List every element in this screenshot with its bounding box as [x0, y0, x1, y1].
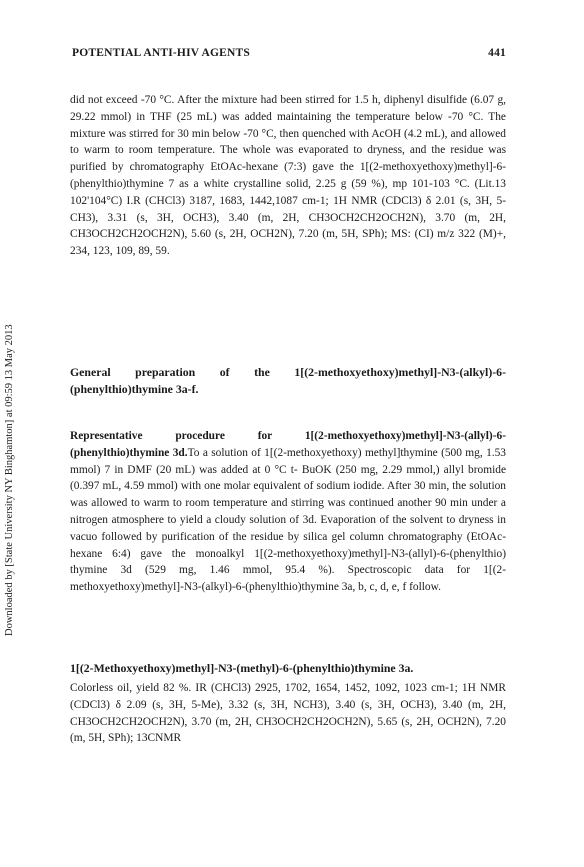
- heading-text: 1[(2-Methoxyethoxy)methyl]-N3-(methyl)-6-(phenylthio)thymine 3a.: [70, 661, 414, 675]
- paragraph-text: did not exceed -70 °C. After the mixture had been stirred for 1.5 h, diphenyl disulfide (6.07 g, 29.22 mmol) in THF (25 mL) was added maintaining the temperature below -70 °C. The mixture was stirred for 30 min below -70 °C, then quenched with AcOH (4.2 mL), and allowed to warm to room temperature. The whole was evaporated to dryness, and the residue was purified by chromatography EtOAc-hexane (7:3) gave the 1[(2-methoxyethoxy)methyl]-6-(phenylthio)thymine 7 as a white crystalline solid, 2.25 g (59 %), mp 101-103 °C. (Lit.13 102'104°C) I.R (CHCl3) 3187, 1683, 1442,1087 cm-1; 1H NMR (CDCl3) δ 2.01 (s, 3H, 5-CH3), 3.31 (s, 3H, OCH3), 3.40 (m, 2H, CH3OCH2CH2OCH2N), 3.70 (m, 2H, CH3OCH2CH2OCH2N), 5.60 (s, 2H, OCH2N), 7.20 (m, 5H, SPh); MS: (CI) m/z 322 (M)+, 234, 123, 109, 89, 59.: [70, 94, 506, 258]
- compound-data-3a: [70, 680, 506, 747]
- paragraph-text: Colorless oil, yield 82 %. IR (CHCl3) 2925, 1702, 1654, 1452, 1092, 1023 cm-1; 1H NMR (CDCl3) δ 2.09 (s, 3H, 5-Me), 3.32 (s, 3H, NCH3), 3.40 (s, 3H, OCH3), 3.40 (m, 2H, CH3OCH2CH2OCH2N), 3.70 (m, 2H, CH3OCH2CH2OCH2N), 5.65 (s, 2H, OCH2N), 7.20 (m, 5H, SPh); 13CNMR: [70, 682, 506, 745]
- heading-text: General preparation of the 1[(2-methoxyethoxy)methyl]-N3-(alkyl)-6-(phenylthio)thymine 3a-f.: [70, 365, 506, 396]
- procedure-heading: Representative procedure for 1[(2-methoxyethoxy)methyl]-N3-(allyl)-6-(phenylthio)thymine 3d.: [70, 430, 506, 459]
- running-title: POTENTIAL ANTI-HIV AGENTS: [72, 47, 250, 59]
- representative-procedure: [70, 428, 506, 596]
- compound-heading-3a: [70, 660, 506, 677]
- running-header: [72, 47, 506, 63]
- section-heading-general: [70, 364, 506, 398]
- procedure-body: To a solution of 1[(2-methoxyethoxy) methyl]thymine (500 mg, 1.53 mmol) 7 in DMF (20 mL) was added at 0 °C t- BuOK (250 mg, 2.29 mmol,) allyl bromide (0.397 mL, 4.59 mmol) with one molar equivalent of sodium iodide. After 30 min, the solution was allowed to warm to room temperature and stirring was continued another 90 min under a nitrogen atmosphere to yield a cloudy solution of 3d. Evaporation of the solvent to dryness in vacuo followed by purification of the residue by silica gel column chromatography (EtOAc-hexane 6:4) gave the monoalkyl 1[(2-methoxyethoxy)methyl]-N3-(allyl)-6-(phenylthio) thymine 3d (529 mg, 1.46 mmol, 95.4 %). Spectroscopic data for 1[(2-methoxyethoxy)methyl]-N3-(alkyl)-6-(phenylthio)thymine 3a, b, c, d, e, f follow.: [70, 446, 506, 594]
- experimental-paragraph-1: [70, 92, 506, 260]
- download-notice: Downloaded by [State University NY Binghamton] at 09:59 13 May 2013: [4, 324, 15, 636]
- page-number: 441: [488, 47, 506, 59]
